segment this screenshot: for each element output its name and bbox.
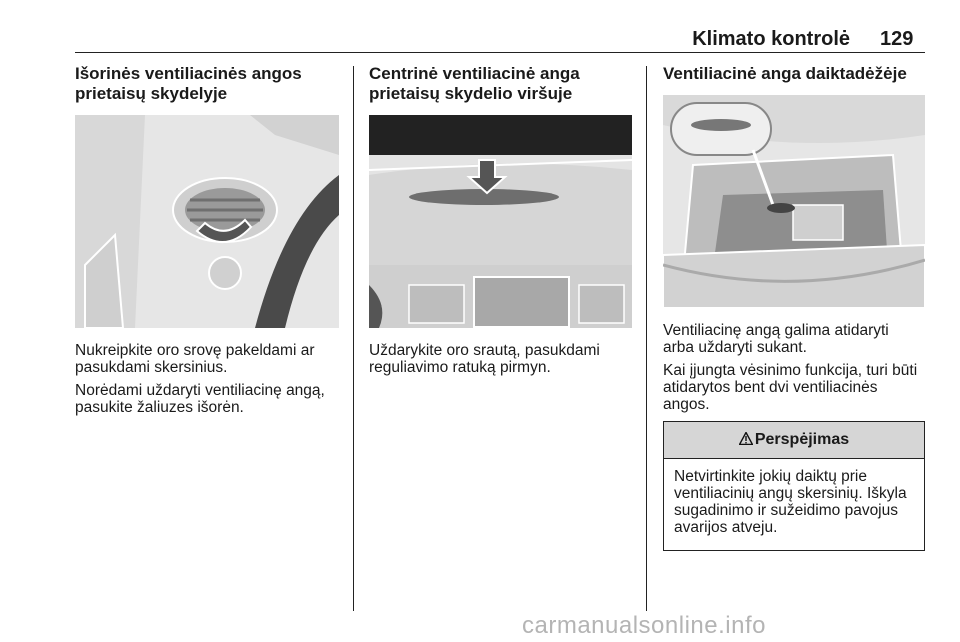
header-divider bbox=[75, 52, 925, 53]
glovebox-vent-illustration bbox=[663, 95, 925, 308]
section-glovebox-vent-text bbox=[663, 322, 928, 419]
paragraph: Uždarykite oro srautą, pasukdami reguliavimo ratuką pirmyn. bbox=[369, 342, 600, 376]
warning-title: Perspėjimas bbox=[754, 431, 850, 448]
section-heading-center-vent: Centrinė ventiliacinė anga prietaisų skydelio viršuje bbox=[369, 64, 580, 103]
paragraph: Kai įjungta vėsinimo funkcija, turi būti atidarytos bent dvi ventiliacinės angos. bbox=[663, 362, 918, 413]
section-center-vent bbox=[369, 64, 639, 104]
warning-header bbox=[664, 422, 924, 459]
section-heading-outer-vents: Išorinės ventiliacinės angos prietaisų skydelyje bbox=[75, 64, 302, 103]
paragraph: Norėdami uždaryti ventiliacinę angą, pasukite žaliuzes išorėn. bbox=[75, 382, 325, 416]
column-divider-2 bbox=[646, 66, 647, 611]
paragraph: Nukreipkite oro srovę pakeldami ar pasukdami skersinius. bbox=[75, 342, 315, 376]
warning-text: Netvirtinkite jokių daiktų prie ventiliacinių angų skersinių. Iškyla sugadinimo ir sužeidimo pavojus avarijos atveju. bbox=[674, 468, 907, 536]
section-center-vent-text bbox=[369, 342, 644, 382]
center-vent-illustration bbox=[369, 115, 632, 328]
outer-vent-illustration bbox=[75, 115, 339, 328]
column-divider-1 bbox=[353, 66, 354, 611]
watermark: carmanualsonline.info bbox=[522, 612, 766, 639]
section-heading-glovebox-vent: Ventiliacinė anga daiktadėžėje bbox=[663, 64, 907, 83]
warning-triangle-icon bbox=[739, 422, 753, 458]
page-number: 129 bbox=[880, 28, 914, 50]
section-glovebox-vent bbox=[663, 64, 933, 84]
paragraph: Ventiliacinę angą galima atidaryti arba uždaryti sukant. bbox=[663, 322, 889, 356]
section-outer-vents bbox=[75, 64, 345, 104]
section-outer-vents-text bbox=[75, 342, 350, 422]
page-title: Klimato kontrolė bbox=[692, 28, 850, 50]
warning-box bbox=[663, 421, 925, 551]
